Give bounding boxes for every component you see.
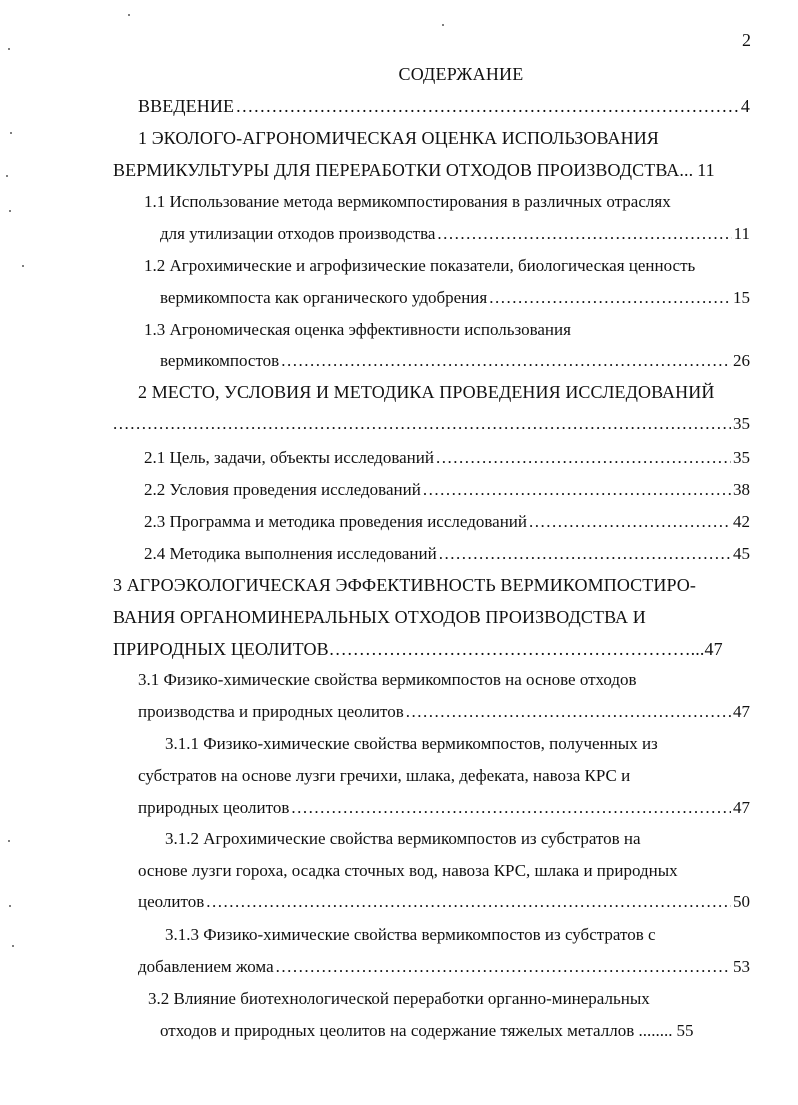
toc-entry-text: вермикомпостов — [160, 351, 280, 370]
toc-section-1-2-line-1: 1.2 Агрохимические и агрофизические показатели, биологическая ценность — [144, 256, 696, 275]
dot-leader — [439, 544, 731, 564]
toc-entry-introduction — [138, 96, 750, 116]
scan-speck — [12, 945, 14, 947]
toc-section-3-2-line-2 — [160, 1021, 750, 1041]
toc-entry-page: 35 — [733, 414, 750, 433]
toc-chapter-3-line-1: 3 АГРОЭКОЛОГИЧЕСКАЯ ЭФФЕКТИВНОСТЬ ВЕРМИКОМПОСТИРО- — [113, 575, 696, 595]
dot-leader — [113, 414, 731, 434]
scan-speck — [8, 840, 10, 842]
toc-subsection-3-1-1-line-1: 3.1.1 Физико-химические свойства вермикомпостов, полученных из — [165, 734, 658, 753]
dot-leader — [276, 957, 731, 977]
toc-entry-page: 35 — [733, 448, 750, 467]
toc-entry-page: 50 — [733, 892, 750, 911]
dot-leader — [436, 448, 731, 468]
toc-section-3-2-line-1: 3.2 Влияние биотехнологической переработки органно-минеральных — [148, 989, 650, 1008]
scan-speck — [10, 132, 12, 134]
toc-section-2-2 — [144, 480, 750, 500]
toc-entry-text: ВЕРМИКУЛЬТУРЫ ДЛЯ ПЕРЕРАБОТКИ ОТХОДОВ ПРОИЗВОДСТВА... — [113, 160, 694, 180]
toc-section-1-1-line-1: 1.1 Использование метода вермикомпостирования в различных отраслях — [144, 192, 671, 211]
toc-subsection-3-1-2-line-3 — [138, 892, 750, 912]
toc-entry-text: ПРИРОДНЫХ ЦЕОЛИТОВ……………………………………………………... — [113, 639, 705, 659]
toc-entry-text: 2.2 Условия проведения исследований — [144, 480, 421, 499]
toc-entry-page: 11 — [733, 224, 750, 243]
toc-entry-page: 26 — [733, 351, 750, 370]
toc-section-2-4 — [144, 544, 750, 564]
toc-entry-page: 45 — [733, 544, 750, 563]
toc-subsection-3-1-1-line-2: субстратов на основе лузги гречихи, шлака, дефеката, навоза КРС и — [138, 766, 631, 785]
toc-section-1-3-line-1: 1.3 Агрономическая оценка эффективности использования — [144, 320, 571, 339]
toc-chapter-1-line-2 — [113, 160, 750, 180]
toc-section-3-1-line-2 — [138, 702, 750, 722]
toc-chapter-3-line-3 — [113, 639, 733, 659]
toc-entry-page: 55 — [676, 1021, 694, 1040]
scan-speck — [6, 175, 8, 177]
toc-entry-text: вермикомпоста как органического удобрения — [160, 288, 488, 307]
dot-leader — [489, 288, 731, 308]
toc-entry-page: 38 — [733, 480, 750, 499]
toc-section-2-1 — [144, 448, 750, 468]
toc-chapter-2-line-2 — [113, 414, 750, 434]
dot-leader — [406, 702, 731, 722]
toc-entry-page: 53 — [733, 957, 750, 976]
toc-entry-text: цеолитов — [138, 892, 205, 911]
toc-subsection-3-1-2-line-1: 3.1.2 Агрохимические свойства вермикомпостов из субстратов на — [165, 829, 641, 848]
toc-entry-text: для утилизации отходов производства — [160, 224, 436, 243]
toc-subsection-3-1-3-line-2 — [138, 957, 750, 977]
scan-speck — [128, 14, 130, 16]
toc-entry-text: отходов и природных цеолитов на содержание тяжелых металлов ........ — [160, 1021, 673, 1040]
toc-subsection-3-1-2-line-2: основе лузги гороха, осадка сточных вод, навоза КРС, шлака и природных — [138, 861, 678, 880]
toc-title: СОДЕРЖАНИЕ — [398, 64, 524, 84]
toc-entry-page: 15 — [733, 288, 750, 307]
toc-entry-text: ВВЕДЕНИЕ — [138, 96, 235, 116]
dot-leader — [423, 480, 731, 500]
toc-entry-page: 42 — [733, 512, 750, 531]
toc-section-3-1-line-1: 3.1 Физико-химические свойства вермикомпостов на основе отходов — [138, 670, 637, 689]
toc-entry-page: 11 — [697, 160, 715, 180]
dot-leader — [236, 96, 739, 116]
toc-entry-text: 2.3 Программа и методика проведения исследований — [144, 512, 527, 531]
dot-leader — [281, 351, 731, 371]
toc-entry-page: 4 — [740, 96, 750, 116]
scan-speck — [8, 48, 10, 50]
page-number: 2 — [742, 30, 751, 50]
toc-section-1-2-line-2 — [160, 288, 750, 308]
dot-leader — [291, 798, 731, 818]
toc-section-1-3-line-2 — [160, 351, 750, 371]
toc-entry-text: природных цеолитов — [138, 798, 290, 817]
toc-entry-text: добавлением жома — [138, 957, 274, 976]
dot-leader — [529, 512, 731, 532]
dot-leader — [206, 892, 731, 912]
dot-leader — [437, 224, 731, 244]
scan-speck — [442, 24, 444, 26]
toc-entry-text: производства и природных цеолитов — [138, 702, 404, 721]
scan-speck — [22, 265, 24, 267]
toc-entry-page: 47 — [733, 702, 750, 721]
toc-subsection-3-1-1-line-3 — [138, 798, 750, 818]
toc-section-2-3 — [144, 512, 750, 532]
toc-chapter-3-line-2: ВАНИЯ ОРГАНОМИНЕРАЛЬНЫХ ОТХОДОВ ПРОИЗВОДСТВА И — [113, 607, 646, 627]
toc-entry-page: 47 — [733, 798, 750, 817]
toc-section-1-1-line-2 — [160, 224, 750, 244]
toc-entry-text: 2.4 Методика выполнения исследований — [144, 544, 437, 563]
scan-speck — [9, 905, 11, 907]
toc-subsection-3-1-3-line-1: 3.1.3 Физико-химические свойства вермикомпостов из субстратов с — [165, 925, 656, 944]
toc-chapter-1-line-1: 1 ЭКОЛОГО-АГРОНОМИЧЕСКАЯ ОЦЕНКА ИСПОЛЬЗОВАНИЯ — [138, 128, 659, 148]
toc-chapter-2-line-1: 2 МЕСТО, УСЛОВИЯ И МЕТОДИКА ПРОВЕДЕНИЯ ИССЛЕДОВАНИЙ — [138, 382, 715, 402]
toc-entry-text: 2.1 Цель, задачи, объекты исследований — [144, 448, 434, 467]
toc-entry-page: 47 — [704, 639, 723, 659]
scan-speck — [9, 210, 11, 212]
